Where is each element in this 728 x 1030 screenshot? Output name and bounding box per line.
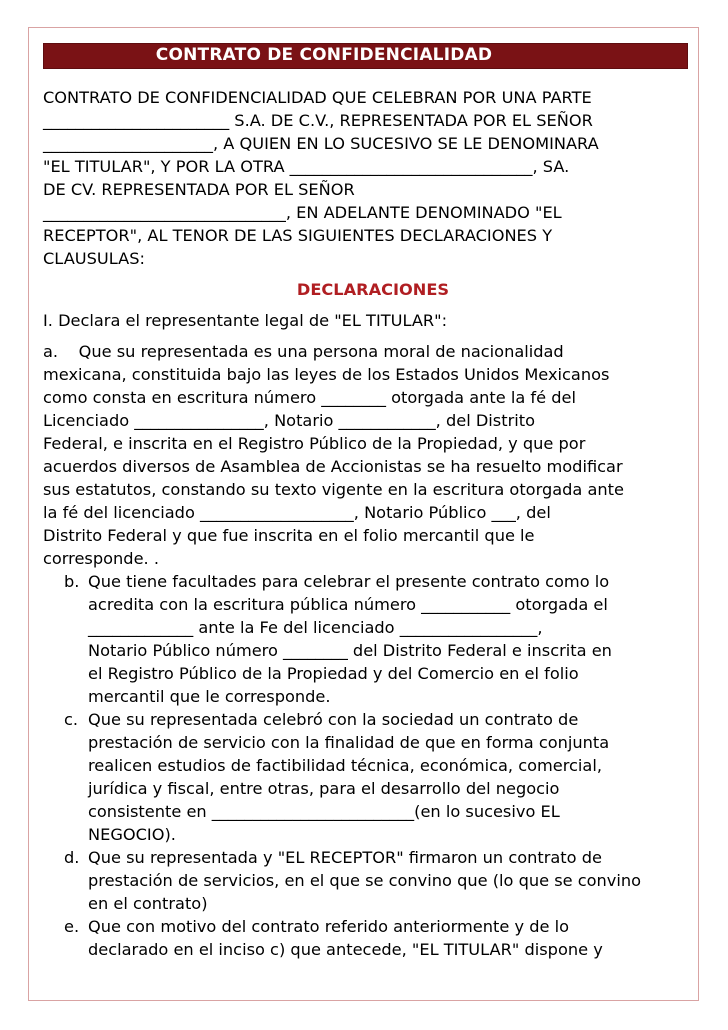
section-heading: DECLARACIONES [296,280,450,299]
text-line: realicen estudios de factibilidad técnica, económica, comercial, [88,756,602,775]
text-line: RECEPTOR", AL TENOR DE LAS SIGUIENTES DECLARACIONES Y [43,226,553,245]
text-line: Que su representada y "EL RECEPTOR" firmaron un contrato de [88,848,602,867]
list-item-e [43,915,693,961]
text-line: la fé del licenciado ___________________, Notario Público ___, del [43,503,551,522]
text-line: a. Que su representada es una persona moral de nacionalidad [43,342,564,361]
text-line: ______________________________, EN ADELANTE DENOMINADO "EL [43,203,562,222]
title-bar [43,43,688,69]
text-line: como consta en escritura número ________ otorgada ante la fé del [43,388,576,407]
text-line: Notario Público número ________ del Distrito Federal e inscrita en [88,641,612,660]
list-item-c [43,708,693,846]
list-item-d [43,846,693,915]
text-line: _______________________ S.A. DE C.V., REPRESENTADA POR EL SEÑOR [43,111,593,130]
text-line: jurídica y fiscal, entre otras, para el desarrollo del negocio [88,779,560,798]
text-line: _____________________, A QUIEN EN LO SUCESIVO SE LE DENOMINARA [43,134,599,153]
text-line: Licenciado ________________, Notario ____________, del Distrito [43,411,535,430]
text-line: Que tiene facultades para celebrar el presente contrato como lo [88,572,610,591]
text-line: "EL TITULAR", Y POR LA OTRA ______________________________, SA. [43,157,570,176]
document-body [43,86,693,961]
list-item-label: b. [64,572,80,591]
text-line: corresponde. . [43,549,159,568]
text-line: el Registro Público de la Propiedad y del Comercio en el folio [88,664,579,683]
text-line: _____________ ante la Fe del licenciado _________________, [88,618,543,637]
list-item-label: c. [64,710,79,729]
text-line: Federal, e inscrita en el Registro Público de la Propiedad, y que por [43,434,586,453]
list-item-label: d. [64,848,80,867]
text-line: acuerdos diversos de Asamblea de Accionistas se ha resuelto modificar [43,457,623,476]
list-item-label: e. [64,917,80,936]
text-line: consistente en _________________________(en lo sucesivo EL [88,802,560,821]
text-line: CONTRATO DE CONFIDENCIALIDAD QUE CELEBRAN POR UNA PARTE [43,88,592,107]
text-line: DE CV. REPRESENTADA POR EL SEÑOR [43,180,355,199]
text-line: en el contrato) [88,894,208,913]
text-line: acredita con la escritura pública número ___________ otorgada el [88,595,608,614]
text-line: NEGOCIO). [88,825,176,844]
text-line: prestación de servicios, en el que se convino que (lo que se convino [88,871,642,890]
text-line: mexicana, constituida bajo las leyes de los Estados Unidos Mexicanos [43,365,610,384]
text-line: prestación de servicio con la finalidad de que en forma conjunta [88,733,610,752]
item-a [43,340,693,570]
text-line: CLAUSULAS: [43,249,145,268]
text-line: Que con motivo del contrato referido anteriormente y de lo [88,917,569,936]
text-line: sus estatutos, constando su texto vigente en la escritura otorgada ante [43,480,624,499]
text-line: declarado en el inciso c) que antecede, "EL TITULAR" dispone y [88,940,603,959]
text-line: Distrito Federal y que fue inscrita en el folio mercantil que le [43,526,535,545]
intro-paragraph [43,86,693,270]
text-line: mercantil que le corresponde. [88,687,331,706]
document-title: CONTRATO DE CONFIDENCIALIDAD [155,45,493,65]
declaration-heading: I. Declara el representante legal de "EL TITULAR": [43,311,448,330]
text-line: Que su representada celebró con la sociedad un contrato de [88,710,579,729]
list-item-b [43,570,693,708]
